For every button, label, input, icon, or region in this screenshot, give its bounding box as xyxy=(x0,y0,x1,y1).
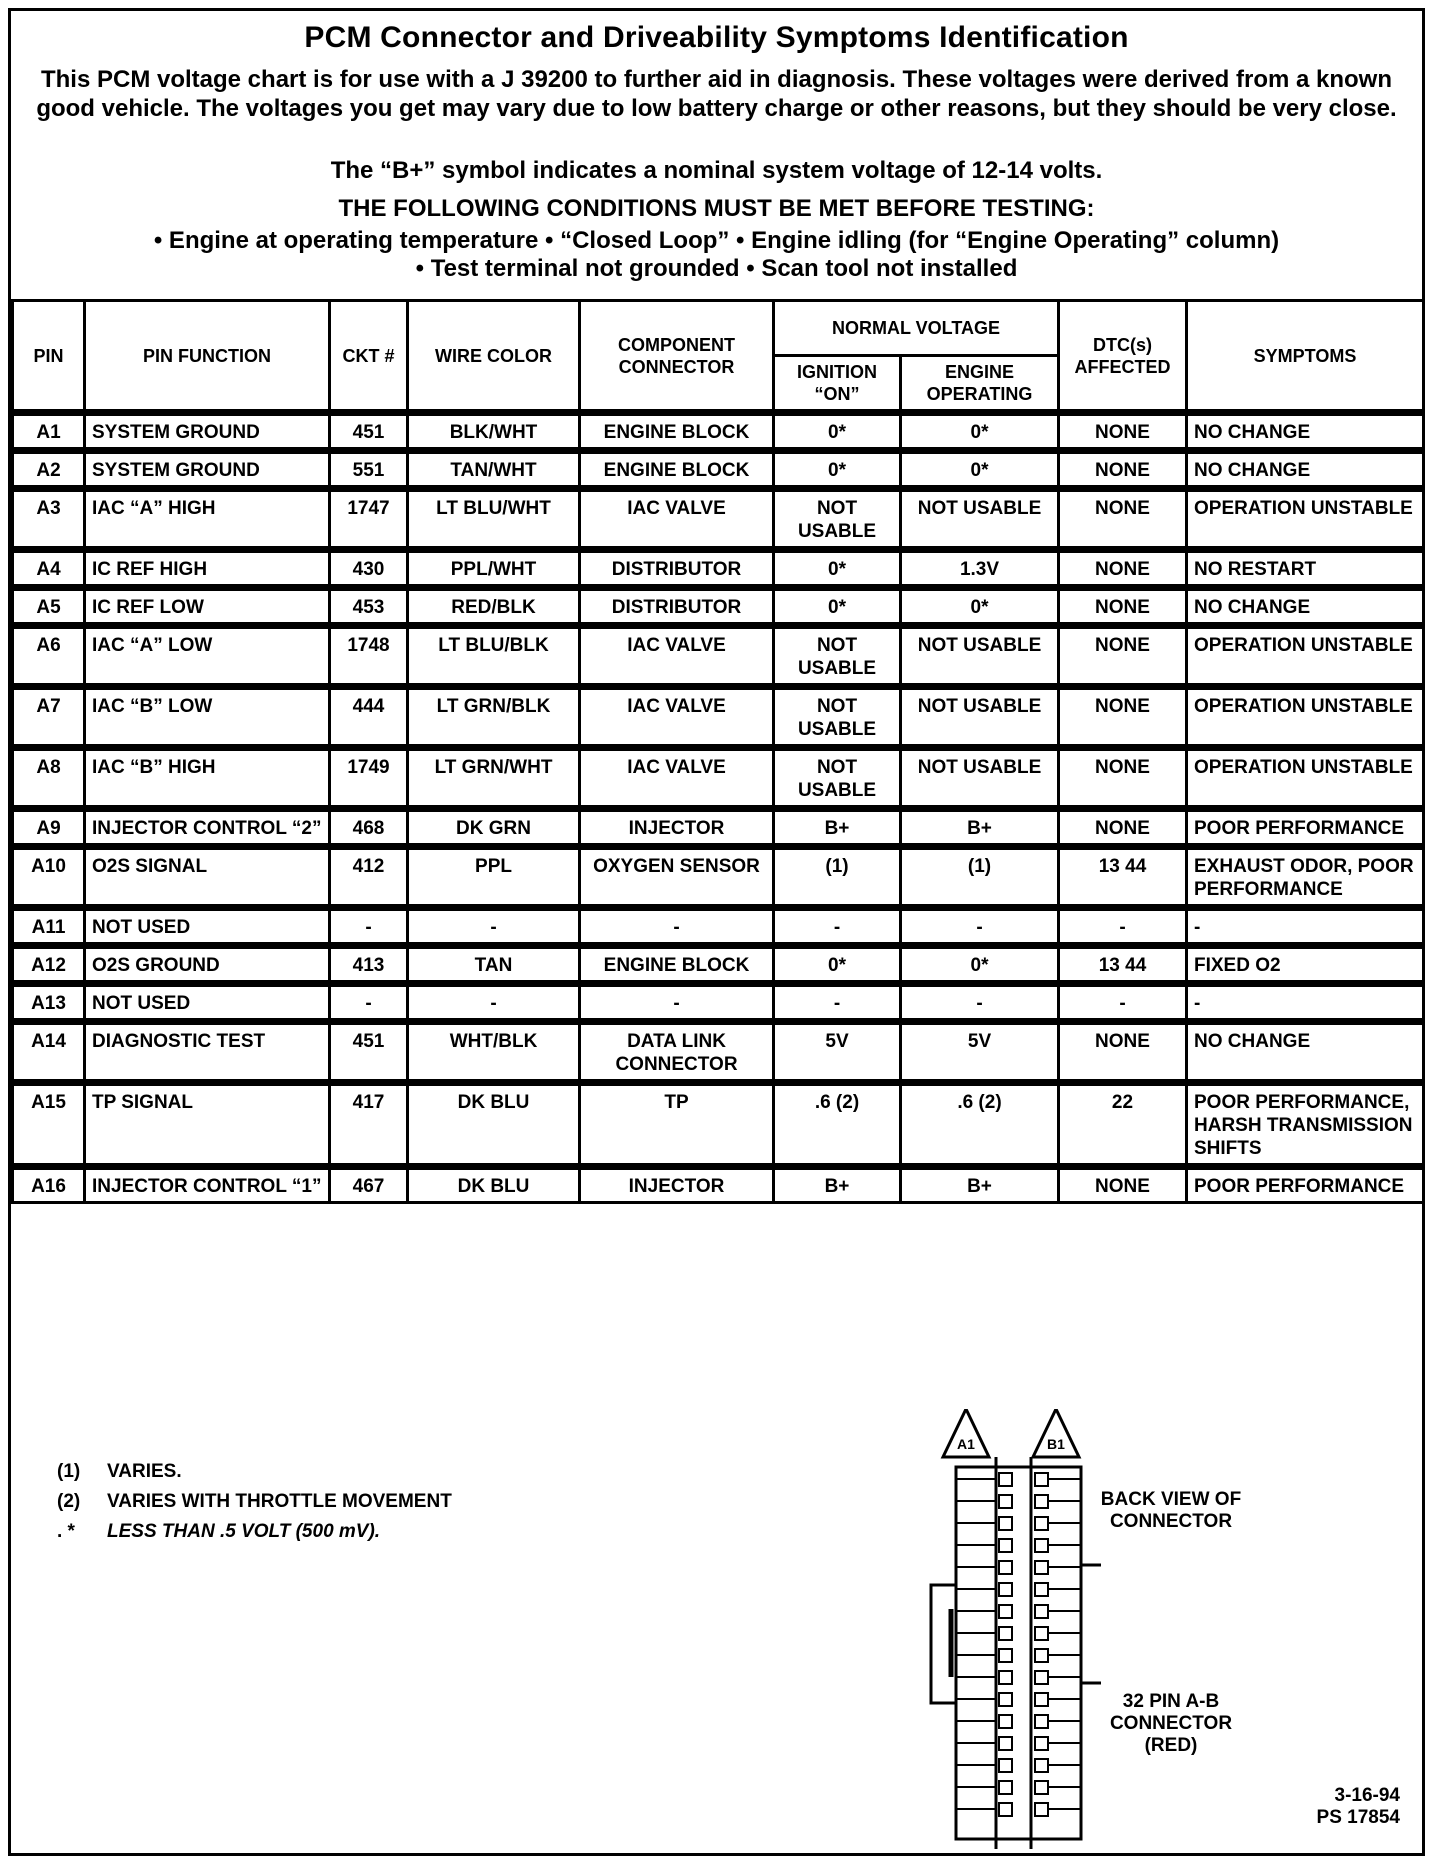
table-row xyxy=(13,1167,1424,1203)
cell-symptoms: NO CHANGE xyxy=(1187,1022,1424,1083)
cell-wire-color: TAN xyxy=(408,946,580,984)
cell-ignition-on: 5V xyxy=(774,1022,901,1083)
cell-symptoms: POOR PERFORMANCE xyxy=(1187,809,1424,847)
cell-engine-operating: - xyxy=(901,984,1059,1022)
footnote-1 xyxy=(57,1457,452,1487)
cell-pin-function: IAC “A” HIGH xyxy=(85,489,330,550)
cell-ignition-on: (1) xyxy=(774,847,901,908)
footnote-text: LESS THAN .5 VOLT (500 mV). xyxy=(107,1521,381,1542)
cell-ckt: 430 xyxy=(330,550,408,588)
cell-symptoms: OPERATION UNSTABLE xyxy=(1187,687,1424,748)
cell-dtc: NONE xyxy=(1059,413,1187,451)
document-frame xyxy=(8,8,1425,1856)
cell-wire-color: - xyxy=(408,908,580,946)
cell-pin-function: SYSTEM GROUND xyxy=(85,451,330,489)
footnote-3 xyxy=(57,1517,452,1547)
cell-wire-color: LT BLU/BLK xyxy=(408,626,580,687)
table-row xyxy=(13,550,1424,588)
cell-dtc: 13 44 xyxy=(1059,847,1187,908)
pin-cavity-a xyxy=(999,1561,1012,1574)
cell-symptoms: NO RESTART xyxy=(1187,550,1424,588)
cell-component: ENGINE BLOCK xyxy=(580,946,774,984)
pin-cavity-b xyxy=(1035,1715,1048,1728)
table-row xyxy=(13,809,1424,847)
cell-component: ENGINE BLOCK xyxy=(580,451,774,489)
cell-component: - xyxy=(580,908,774,946)
cell-dtc: - xyxy=(1059,984,1187,1022)
cell-component: IAC VALVE xyxy=(580,748,774,809)
cell-ignition-on: B+ xyxy=(774,809,901,847)
cell-component: DISTRIBUTOR xyxy=(580,550,774,588)
cell-pin: A5 xyxy=(13,588,85,626)
cell-ckt: 1747 xyxy=(330,489,408,550)
cell-engine-operating: 5V xyxy=(901,1022,1059,1083)
cell-dtc: NONE xyxy=(1059,489,1187,550)
cell-pin: A12 xyxy=(13,946,85,984)
cell-pin: A4 xyxy=(13,550,85,588)
cell-component: TP xyxy=(580,1083,774,1167)
cell-pin: A10 xyxy=(13,847,85,908)
cell-pin-function: SYSTEM GROUND xyxy=(85,413,330,451)
connector-description: 32 PIN A-B CONNECTOR (RED) xyxy=(1109,1691,1233,1756)
cell-symptoms: NO CHANGE xyxy=(1187,413,1424,451)
table-row xyxy=(13,946,1424,984)
footnote-key: . * xyxy=(57,1521,75,1542)
cell-wire-color: LT BLU/WHT xyxy=(408,489,580,550)
table-row xyxy=(13,847,1424,908)
pin-cavity-b xyxy=(1035,1473,1048,1486)
cell-ckt: 413 xyxy=(330,946,408,984)
cell-engine-operating: .6 (2) xyxy=(901,1083,1059,1167)
cell-engine-operating: NOT USABLE xyxy=(901,626,1059,687)
cell-pin-function: IAC “B” LOW xyxy=(85,687,330,748)
pin-cavity-b xyxy=(1035,1649,1048,1662)
cell-symptoms: FIXED O2 xyxy=(1187,946,1424,984)
cell-symptoms: EXHAUST ODOR, POOR PERFORMANCE xyxy=(1187,847,1424,908)
cell-wire-color: RED/BLK xyxy=(408,588,580,626)
table-row xyxy=(13,1083,1424,1167)
cell-pin: A2 xyxy=(13,451,85,489)
reference-date: 3-16-94 xyxy=(1334,1785,1400,1806)
table-row xyxy=(13,626,1424,687)
cell-pin: A9 xyxy=(13,809,85,847)
pin-cavity-a xyxy=(999,1605,1012,1618)
pin-cavity-a xyxy=(999,1693,1012,1706)
cell-engine-operating: 0* xyxy=(901,588,1059,626)
header-pin: PIN xyxy=(13,301,85,413)
table-row xyxy=(13,413,1424,451)
pin-cavity-a xyxy=(999,1759,1012,1772)
cell-dtc: 13 44 xyxy=(1059,946,1187,984)
cell-wire-color: BLK/WHT xyxy=(408,413,580,451)
table-row xyxy=(13,489,1424,550)
cell-ignition-on: NOT USABLE xyxy=(774,489,901,550)
cell-component: IAC VALVE xyxy=(580,489,774,550)
cell-symptoms: POOR PERFORMANCE xyxy=(1187,1167,1424,1203)
table-row xyxy=(13,1022,1424,1083)
pin-cavity-a xyxy=(999,1495,1012,1508)
table-row xyxy=(13,588,1424,626)
cell-wire-color: WHT/BLK xyxy=(408,1022,580,1083)
cell-engine-operating: 0* xyxy=(901,451,1059,489)
reference-block xyxy=(1317,1785,1400,1829)
cell-dtc: NONE xyxy=(1059,687,1187,748)
cell-dtc: - xyxy=(1059,908,1187,946)
cell-component: ENGINE BLOCK xyxy=(580,413,774,451)
pin-cavity-a xyxy=(999,1781,1012,1794)
reference-code: PS 17854 xyxy=(1316,1807,1400,1828)
cell-ckt: 453 xyxy=(330,588,408,626)
cell-ignition-on: NOT USABLE xyxy=(774,748,901,809)
cell-pin: A11 xyxy=(13,908,85,946)
pin-cavity-a xyxy=(999,1473,1012,1486)
cell-symptoms: OPERATION UNSTABLE xyxy=(1187,489,1424,550)
cell-symptoms: OPERATION UNSTABLE xyxy=(1187,748,1424,809)
cell-ckt: 444 xyxy=(330,687,408,748)
conditions-heading: THE FOLLOWING CONDITIONS MUST BE MET BEFORE TESTING: xyxy=(338,195,1095,222)
pin-cavity-a xyxy=(999,1803,1012,1816)
cell-ignition-on: - xyxy=(774,908,901,946)
pin-cavity-a xyxy=(999,1671,1012,1684)
cell-dtc: NONE xyxy=(1059,1022,1187,1083)
cell-component: IAC VALVE xyxy=(580,626,774,687)
pin-cavity-b xyxy=(1035,1561,1048,1574)
pin-cavity-b xyxy=(1035,1759,1048,1772)
header-pin-function: PIN FUNCTION xyxy=(85,301,330,413)
cell-pin: A6 xyxy=(13,626,85,687)
cell-pin: A13 xyxy=(13,984,85,1022)
pin-cavity-b xyxy=(1035,1605,1048,1618)
b1-label: B1 xyxy=(1047,1436,1065,1452)
cell-dtc: 22 xyxy=(1059,1083,1187,1167)
cell-ignition-on: B+ xyxy=(774,1167,901,1203)
cell-pin: A3 xyxy=(13,489,85,550)
cell-pin-function: IC REF HIGH xyxy=(85,550,330,588)
cell-component: - xyxy=(580,984,774,1022)
cell-engine-operating: 1.3V xyxy=(901,550,1059,588)
cell-component: INJECTOR xyxy=(580,809,774,847)
table-row xyxy=(13,984,1424,1022)
cell-pin-function: NOT USED xyxy=(85,984,330,1022)
cell-ignition-on: 0* xyxy=(774,550,901,588)
a1-label: A1 xyxy=(957,1436,975,1452)
cell-dtc: NONE xyxy=(1059,1167,1187,1203)
connector-diagram xyxy=(921,1409,1101,1853)
header-wire-color: WIRE COLOR xyxy=(408,301,580,413)
cell-pin: A14 xyxy=(13,1022,85,1083)
cell-ckt: 551 xyxy=(330,451,408,489)
cell-dtc: NONE xyxy=(1059,626,1187,687)
cell-engine-operating: (1) xyxy=(901,847,1059,908)
footnote-2 xyxy=(57,1487,452,1517)
cell-engine-operating: B+ xyxy=(901,1167,1059,1203)
cell-engine-operating: NOT USABLE xyxy=(901,687,1059,748)
cell-pin-function: O2S SIGNAL xyxy=(85,847,330,908)
cell-wire-color: DK BLU xyxy=(408,1083,580,1167)
cell-symptoms: OPERATION UNSTABLE xyxy=(1187,626,1424,687)
cell-symptoms: NO CHANGE xyxy=(1187,588,1424,626)
table-row xyxy=(13,908,1424,946)
pin-cavity-b xyxy=(1035,1627,1048,1640)
pin-cavity-b xyxy=(1035,1781,1048,1794)
table-row xyxy=(13,451,1424,489)
header-dtc-affected: DTC(s) AFFECTED xyxy=(1059,301,1187,413)
document-footer xyxy=(11,1409,1422,1853)
pcm-voltage-table xyxy=(11,299,1425,1204)
pin-cavity-b xyxy=(1035,1495,1048,1508)
cell-dtc: NONE xyxy=(1059,451,1187,489)
pin-cavity-b xyxy=(1035,1803,1048,1816)
cell-component: DISTRIBUTOR xyxy=(580,588,774,626)
cell-wire-color: LT GRN/BLK xyxy=(408,687,580,748)
cell-ignition-on: NOT USABLE xyxy=(774,626,901,687)
conditions-line-2: • Test terminal not grounded • Scan tool not installed xyxy=(415,255,1018,282)
cell-ckt: - xyxy=(330,984,408,1022)
cell-component: INJECTOR xyxy=(580,1167,774,1203)
cell-ckt: 451 xyxy=(330,1022,408,1083)
cell-ignition-on: 0* xyxy=(774,588,901,626)
cell-ckt: 417 xyxy=(330,1083,408,1167)
pin-cavity-a xyxy=(999,1627,1012,1640)
cell-pin-function: IAC “A” LOW xyxy=(85,626,330,687)
pin-cavity-b xyxy=(1035,1539,1048,1552)
cell-symptoms: POOR PERFORMANCE, HARSH TRANSMISSION SHIFTS xyxy=(1187,1083,1424,1167)
cell-pin-function: O2S GROUND xyxy=(85,946,330,984)
cell-pin-function: INJECTOR CONTROL “2” xyxy=(85,809,330,847)
cell-engine-operating: NOT USABLE xyxy=(901,748,1059,809)
footnote-key: (1) xyxy=(57,1461,81,1482)
cell-ignition-on: .6 (2) xyxy=(774,1083,901,1167)
cell-engine-operating: - xyxy=(901,908,1059,946)
cell-pin-function: DIAGNOSTIC TEST xyxy=(85,1022,330,1083)
footnotes xyxy=(57,1457,452,1547)
cell-ckt: 468 xyxy=(330,809,408,847)
cell-ckt: 467 xyxy=(330,1167,408,1203)
cell-ignition-on: NOT USABLE xyxy=(774,687,901,748)
header-engine-operating: ENGINE OPERATING xyxy=(901,356,1059,413)
connector-side-latch xyxy=(1081,1565,1101,1683)
cell-pin-function: IC REF LOW xyxy=(85,588,330,626)
header-symptoms: SYMPTOMS xyxy=(1187,301,1424,413)
cell-symptoms: NO CHANGE xyxy=(1187,451,1424,489)
cell-ckt: 1748 xyxy=(330,626,408,687)
back-view-label: BACK VIEW OF CONNECTOR xyxy=(1100,1489,1242,1532)
cell-pin-function: IAC “B” HIGH xyxy=(85,748,330,809)
cell-wire-color: LT GRN/WHT xyxy=(408,748,580,809)
pin-cavity-a xyxy=(999,1715,1012,1728)
cell-pin: A16 xyxy=(13,1167,85,1203)
page-title: PCM Connector and Driveability Symptoms Identification xyxy=(304,21,1129,54)
cell-ckt: 1749 xyxy=(330,748,408,809)
pin-cavity-b xyxy=(1035,1671,1048,1684)
cell-symptoms: - xyxy=(1187,908,1424,946)
cell-wire-color: - xyxy=(408,984,580,1022)
cell-ckt: 451 xyxy=(330,413,408,451)
cell-engine-operating: B+ xyxy=(901,809,1059,847)
header-ckt: CKT # xyxy=(330,301,408,413)
table-row xyxy=(13,687,1424,748)
cell-pin-function: INJECTOR CONTROL “1” xyxy=(85,1167,330,1203)
pin-cavity-a xyxy=(999,1539,1012,1552)
pin-cavity-b xyxy=(1035,1737,1048,1750)
table-row xyxy=(13,748,1424,809)
cell-wire-color: PPL/WHT xyxy=(408,550,580,588)
cell-dtc: NONE xyxy=(1059,588,1187,626)
cell-wire-color: DK GRN xyxy=(408,809,580,847)
header-ignition-on: IGNITION “ON” xyxy=(774,356,901,413)
header-normal-voltage: NORMAL VOLTAGE xyxy=(774,301,1059,356)
footnote-text: VARIES. xyxy=(107,1461,182,1482)
bplus-note: The “B+” symbol indicates a nominal system voltage of 12-14 volts. xyxy=(330,157,1103,184)
pin-cavity-a xyxy=(999,1649,1012,1662)
document-header xyxy=(11,11,1422,299)
cell-ignition-on: 0* xyxy=(774,946,901,984)
cell-pin: A15 xyxy=(13,1083,85,1167)
intro-paragraph: This PCM voltage chart is for use with a J 39200 to further aid in diagnosis. These voltages were derived from a known good vehicle. The voltages you get may vary due to low battery charge or other reasons, but they should be very close. xyxy=(36,66,1397,122)
cell-ignition-on: - xyxy=(774,984,901,1022)
cell-pin: A7 xyxy=(13,687,85,748)
cell-engine-operating: 0* xyxy=(901,946,1059,984)
cell-pin: A1 xyxy=(13,413,85,451)
cell-dtc: NONE xyxy=(1059,809,1187,847)
cell-engine-operating: 0* xyxy=(901,413,1059,451)
pin-cavity-b xyxy=(1035,1693,1048,1706)
cell-symptoms: - xyxy=(1187,984,1424,1022)
cell-ignition-on: 0* xyxy=(774,413,901,451)
cell-wire-color: DK BLU xyxy=(408,1167,580,1203)
table-body xyxy=(13,413,1424,1203)
cell-component: DATA LINK CONNECTOR xyxy=(580,1022,774,1083)
pin-cavity-a xyxy=(999,1737,1012,1750)
cell-engine-operating: NOT USABLE xyxy=(901,489,1059,550)
cell-ckt: - xyxy=(330,908,408,946)
conditions-line-1: • Engine at operating temperature • “Closed Loop” • Engine idling (for “Engine Operating” column) xyxy=(153,227,1280,254)
cell-pin-function: TP SIGNAL xyxy=(85,1083,330,1167)
cell-wire-color: PPL xyxy=(408,847,580,908)
cell-ckt: 412 xyxy=(330,847,408,908)
pin-cavity-b xyxy=(1035,1583,1048,1596)
cell-ignition-on: 0* xyxy=(774,451,901,489)
pin-cavity-b xyxy=(1035,1517,1048,1530)
cell-component: IAC VALVE xyxy=(580,687,774,748)
footnote-text: VARIES WITH THROTTLE MOVEMENT xyxy=(107,1491,452,1512)
cell-pin-function: NOT USED xyxy=(85,908,330,946)
pin-cavity-a xyxy=(999,1517,1012,1530)
cell-dtc: NONE xyxy=(1059,550,1187,588)
footnote-key: (2) xyxy=(57,1491,81,1512)
cell-wire-color: TAN/WHT xyxy=(408,451,580,489)
header-component-connector: COMPONENT CONNECTOR xyxy=(580,301,774,413)
cell-pin: A8 xyxy=(13,748,85,809)
cell-dtc: NONE xyxy=(1059,748,1187,809)
pin-cavity-a xyxy=(999,1583,1012,1596)
cell-component: OXYGEN SENSOR xyxy=(580,847,774,908)
